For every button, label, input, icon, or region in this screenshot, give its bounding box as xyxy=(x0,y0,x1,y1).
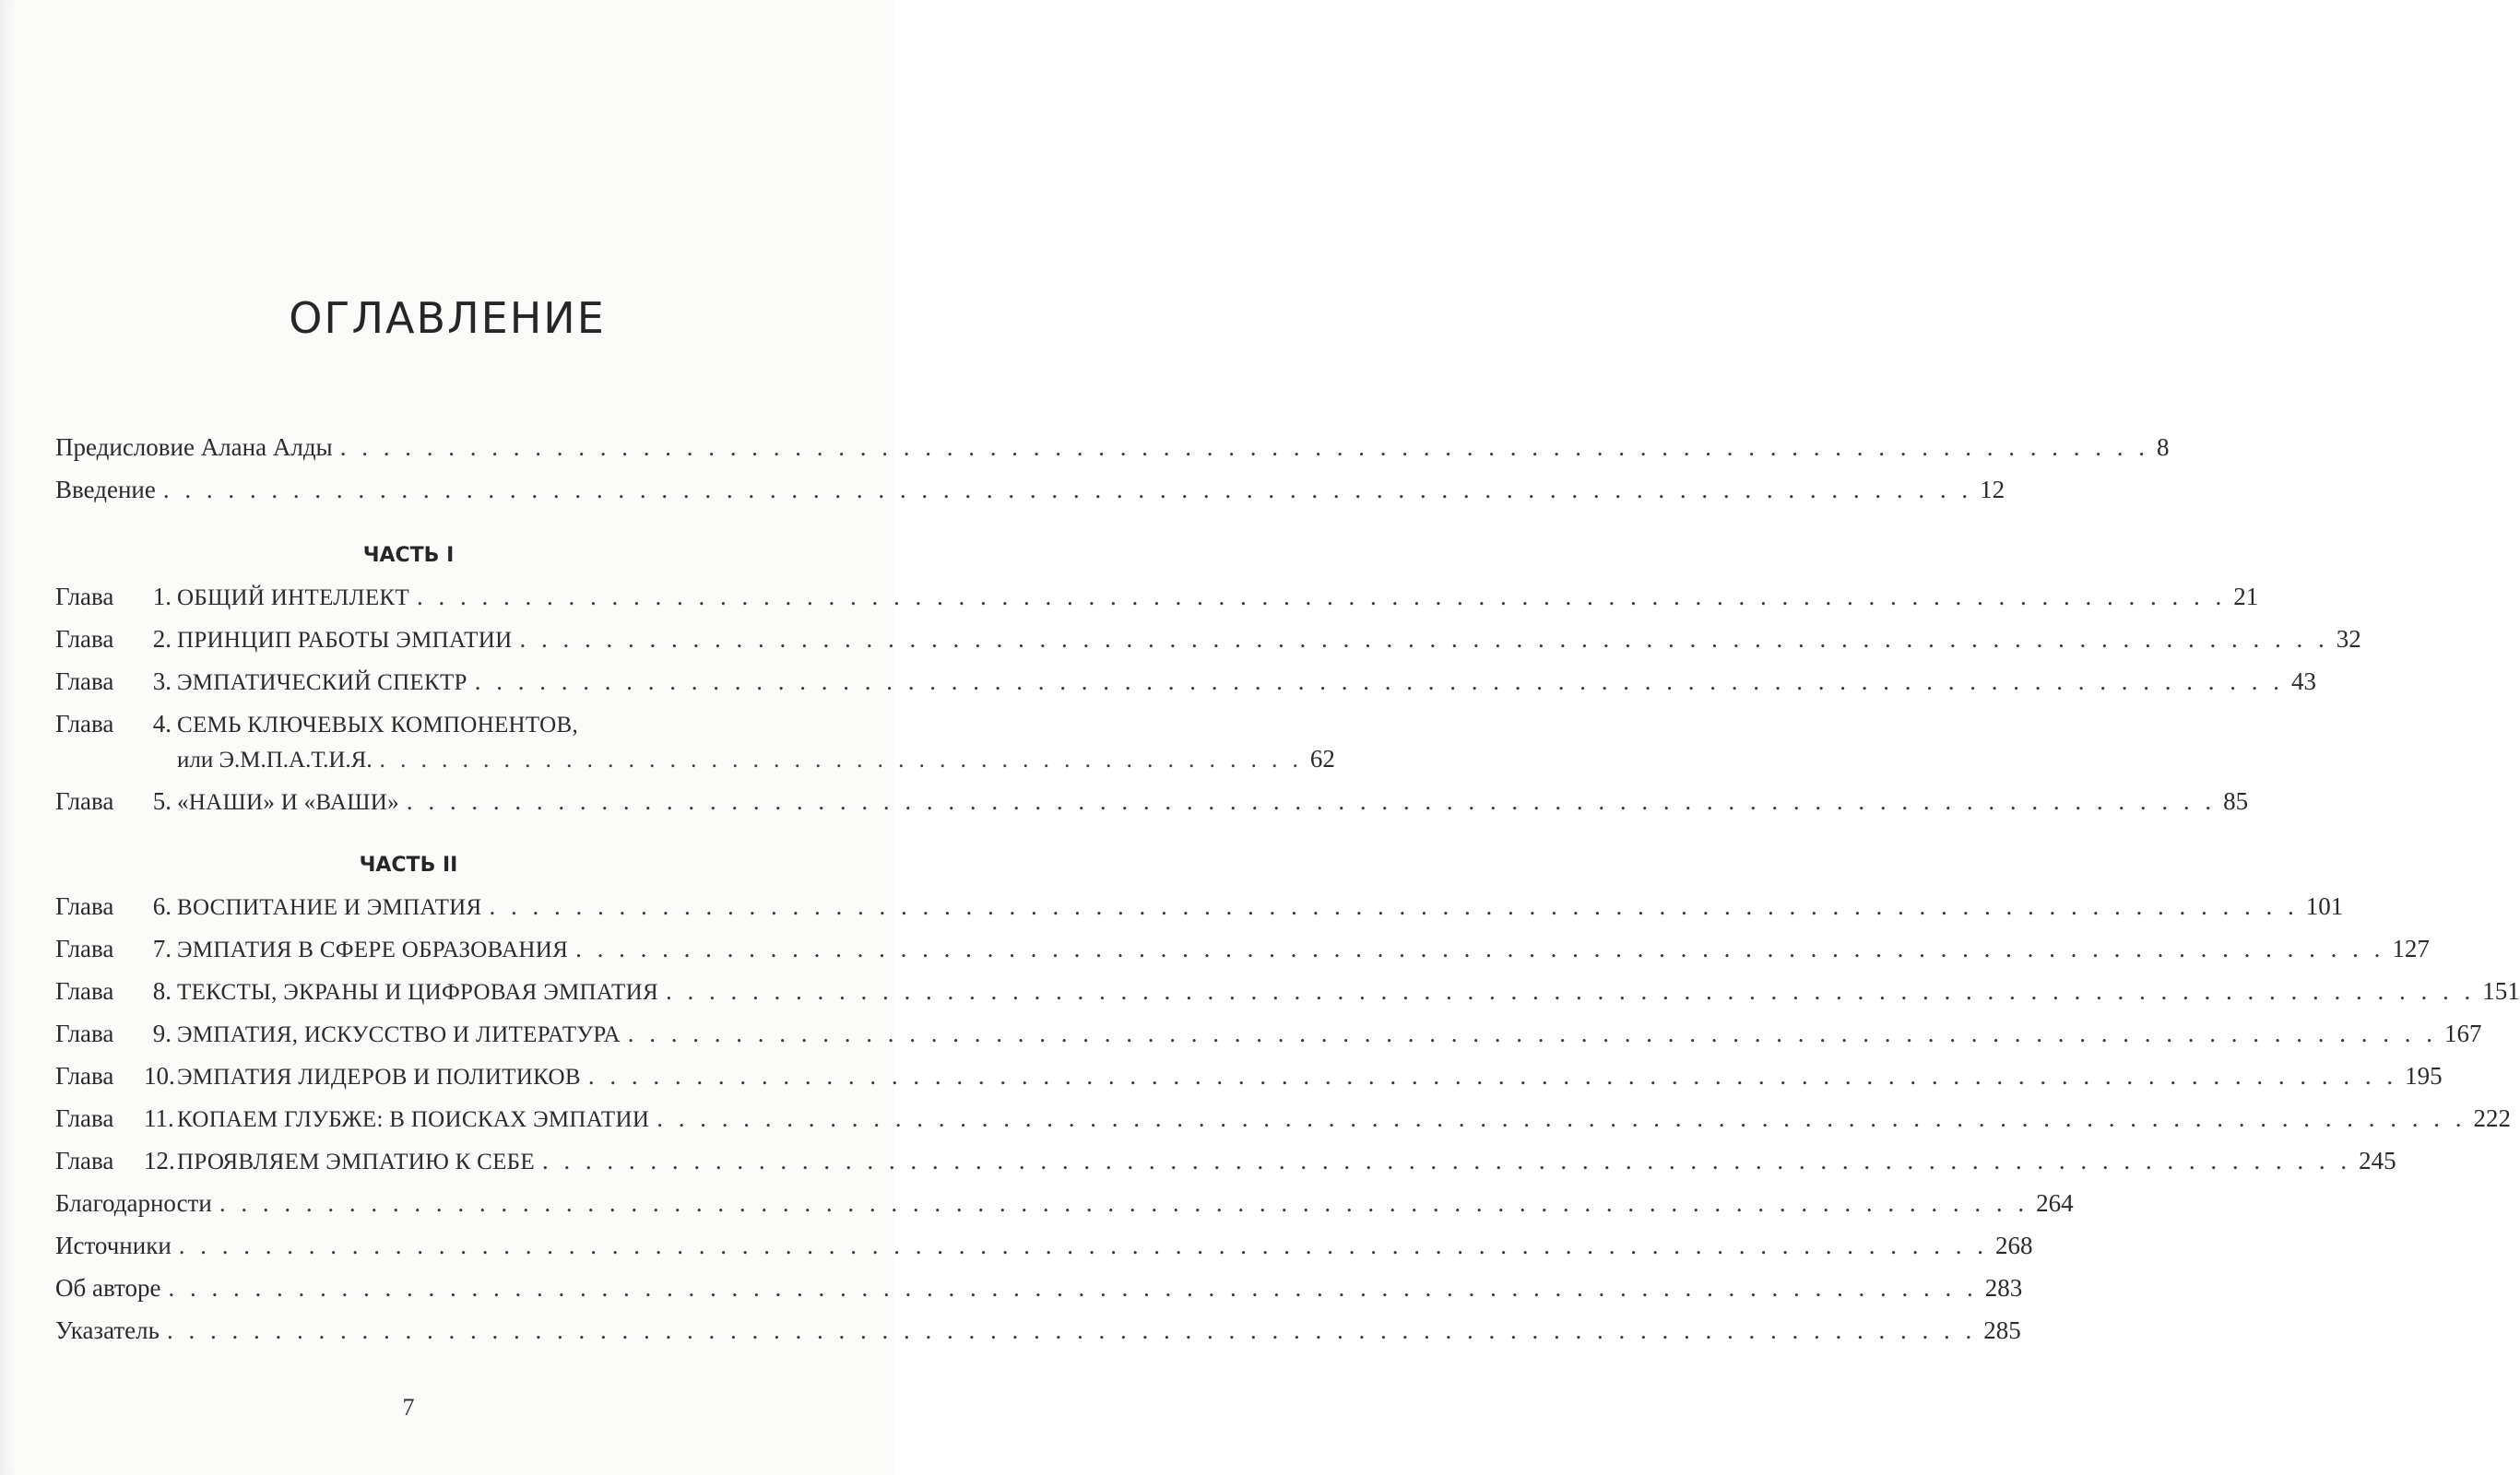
chapter-number: 5. xyxy=(152,787,172,815)
chapter-prefix: Глава xyxy=(55,935,114,962)
toc-entry-foreword xyxy=(55,433,2170,470)
dot-leader xyxy=(542,1147,2351,1175)
toc-page-number: 195 xyxy=(2405,1062,2443,1090)
toc-page-number: 285 xyxy=(1983,1316,2021,1344)
toc-entry-acknowledgements xyxy=(55,1189,2074,1226)
chapter-title: КОПАЕМ ГЛУБЖЕ: В ПОИСКАХ ЭМПАТИИ xyxy=(177,1107,650,1132)
chapter-prefix: Глава xyxy=(55,1147,114,1174)
toc-page-number: 222 xyxy=(2473,1104,2511,1132)
chapter-prefix: Глава xyxy=(55,625,114,653)
toc-page-number: 151 xyxy=(2482,977,2520,1005)
toc-entry-chapter-2 xyxy=(55,625,2361,662)
toc-page-number: 127 xyxy=(2392,935,2430,962)
toc-page-number: 8 xyxy=(2156,433,2170,461)
dot-leader xyxy=(340,433,2149,462)
toc-entry-chapter-4 xyxy=(55,710,762,747)
dot-leader xyxy=(519,625,2328,654)
toc-entry-about-author xyxy=(55,1274,2023,1311)
chapter-title: ЭМПАТИЯ, ИСКУССТВО И ЛИТЕРАТУРА xyxy=(177,1022,621,1047)
toc-page-number: 62 xyxy=(1309,745,1335,773)
chapter-prefix: Глава xyxy=(55,1104,114,1132)
chapter-title-continuation: или Э.М.П.А.Т.И.Я. xyxy=(177,748,373,773)
chapter-number: 1. xyxy=(152,583,172,610)
dot-leader xyxy=(219,1189,2029,1218)
toc-page-number: 283 xyxy=(1984,1274,2023,1302)
toc-entry-chapter-10 xyxy=(55,1062,2443,1099)
toc-page-number: 101 xyxy=(2305,892,2344,920)
dot-leader xyxy=(179,1232,1988,1260)
toc-page-number: 167 xyxy=(2444,1020,2482,1047)
dot-leader xyxy=(666,977,2475,1006)
toc-page-number: 12 xyxy=(1980,476,2005,503)
toc-entry-sources xyxy=(55,1232,2033,1268)
chapter-prefix: Глава xyxy=(55,1020,114,1047)
dot-leader xyxy=(588,1062,2397,1091)
toc-entry-chapter-4-continuation xyxy=(55,745,1335,782)
toc-entry-introduction xyxy=(55,476,2005,513)
chapter-number: 6. xyxy=(152,892,172,920)
chapter-number: 7. xyxy=(152,935,172,962)
chapter-number: 3. xyxy=(152,667,172,695)
toc-entry-label: Благодарности xyxy=(55,1189,212,1217)
dot-leader xyxy=(475,667,2284,696)
chapter-title: ПРИНЦИП РАБОТЫ ЭМПАТИИ xyxy=(177,628,513,653)
chapter-prefix: Глава xyxy=(55,710,114,738)
part-heading-2: ЧАСТЬ II xyxy=(359,854,458,877)
toc-entry-label: Указатель xyxy=(55,1316,160,1344)
toc-page-number: 268 xyxy=(1995,1232,2033,1259)
toc-entry-label: Об авторе xyxy=(55,1274,161,1302)
toc-entry-chapter-5 xyxy=(55,787,2249,824)
chapter-number: 12. xyxy=(144,1147,175,1174)
chapter-prefix: Глава xyxy=(55,977,114,1005)
toc-entry-chapter-8 xyxy=(55,977,2520,1014)
chapter-prefix: Глава xyxy=(55,583,114,610)
page-number: 7 xyxy=(402,1394,415,1421)
dot-leader xyxy=(489,892,2298,921)
toc-entry-label: Введение xyxy=(55,476,156,503)
dot-leader xyxy=(657,1104,2466,1133)
toc-entry-chapter-3 xyxy=(55,667,2316,704)
chapter-title: ЭМПАТИЧЕСКИЙ СПЕКТР xyxy=(177,670,467,695)
part-heading-1: ЧАСТЬ I xyxy=(362,544,455,567)
chapter-title: ОБЩИЙ ИНТЕЛЛЕКТ xyxy=(177,585,409,610)
chapter-title: ТЕКСТЫ, ЭКРАНЫ И ЦИФРОВАЯ ЭМПАТИЯ xyxy=(177,980,658,1005)
chapter-number: 9. xyxy=(152,1020,172,1047)
toc-entry-chapter-12 xyxy=(55,1147,2396,1184)
chapter-number: 2. xyxy=(152,625,172,653)
toc-page-number: 32 xyxy=(2336,625,2361,653)
toc-entry-index xyxy=(55,1316,2021,1353)
chapter-prefix: Глава xyxy=(55,1062,114,1090)
chapter-title: ЭМПАТИЯ В СФЕРЕ ОБРАЗОВАНИЯ xyxy=(177,938,569,962)
dot-leader xyxy=(417,583,2226,611)
dot-leader xyxy=(168,1274,1977,1303)
toc-entry-label: Источники xyxy=(55,1232,172,1259)
chapter-title: ЭМПАТИЯ ЛИДЕРОВ И ПОЛИТИКОВ xyxy=(177,1065,581,1090)
toc-entry-label: Предисловие Алана Алды xyxy=(55,433,333,461)
chapter-title: «НАШИ» И «ВАШИ» xyxy=(177,790,399,815)
page-title: ОГЛАВЛЕНИЕ xyxy=(289,293,606,343)
chapter-title: СЕМЬ КЛЮЧЕВЫХ КОМПОНЕНТОВ, xyxy=(177,713,578,738)
chapter-number: 10. xyxy=(144,1062,175,1090)
dot-leader xyxy=(575,935,2384,963)
chapter-number: 8. xyxy=(152,977,172,1005)
chapter-prefix: Глава xyxy=(55,892,114,920)
toc-entry-chapter-11 xyxy=(55,1104,2511,1141)
chapter-prefix: Глава xyxy=(55,667,114,695)
dot-leader xyxy=(167,1316,1976,1345)
chapter-number: 11. xyxy=(144,1104,174,1132)
toc-entry-chapter-6 xyxy=(55,892,2344,929)
toc-page-number: 43 xyxy=(2291,667,2316,695)
chapter-title: ВОСПИТАНИЕ И ЭМПАТИЯ xyxy=(177,895,482,920)
toc-entry-chapter-7 xyxy=(55,935,2430,972)
toc-entry-chapter-9 xyxy=(55,1020,2482,1056)
toc-page-number: 85 xyxy=(2223,787,2249,815)
chapter-number: 4. xyxy=(152,710,172,738)
dot-leader xyxy=(407,787,2216,816)
toc-page-number: 264 xyxy=(2036,1189,2074,1217)
toc-entry-chapter-1 xyxy=(55,583,2259,620)
dot-leader xyxy=(628,1020,2437,1048)
chapter-prefix: Глава xyxy=(55,787,114,815)
toc-page-number: 21 xyxy=(2233,583,2259,610)
chapter-title: ПРОЯВЛЯЕМ ЭМПАТИЮ К СЕБЕ xyxy=(177,1150,535,1174)
dot-leader: . . . . . . . . . . . . . . . . . . . . . . . . . . . . . . . . . . . . . . . . . . . . . xyxy=(379,748,1303,773)
toc-page-number: 245 xyxy=(2359,1147,2396,1174)
dot-leader xyxy=(163,476,1972,504)
